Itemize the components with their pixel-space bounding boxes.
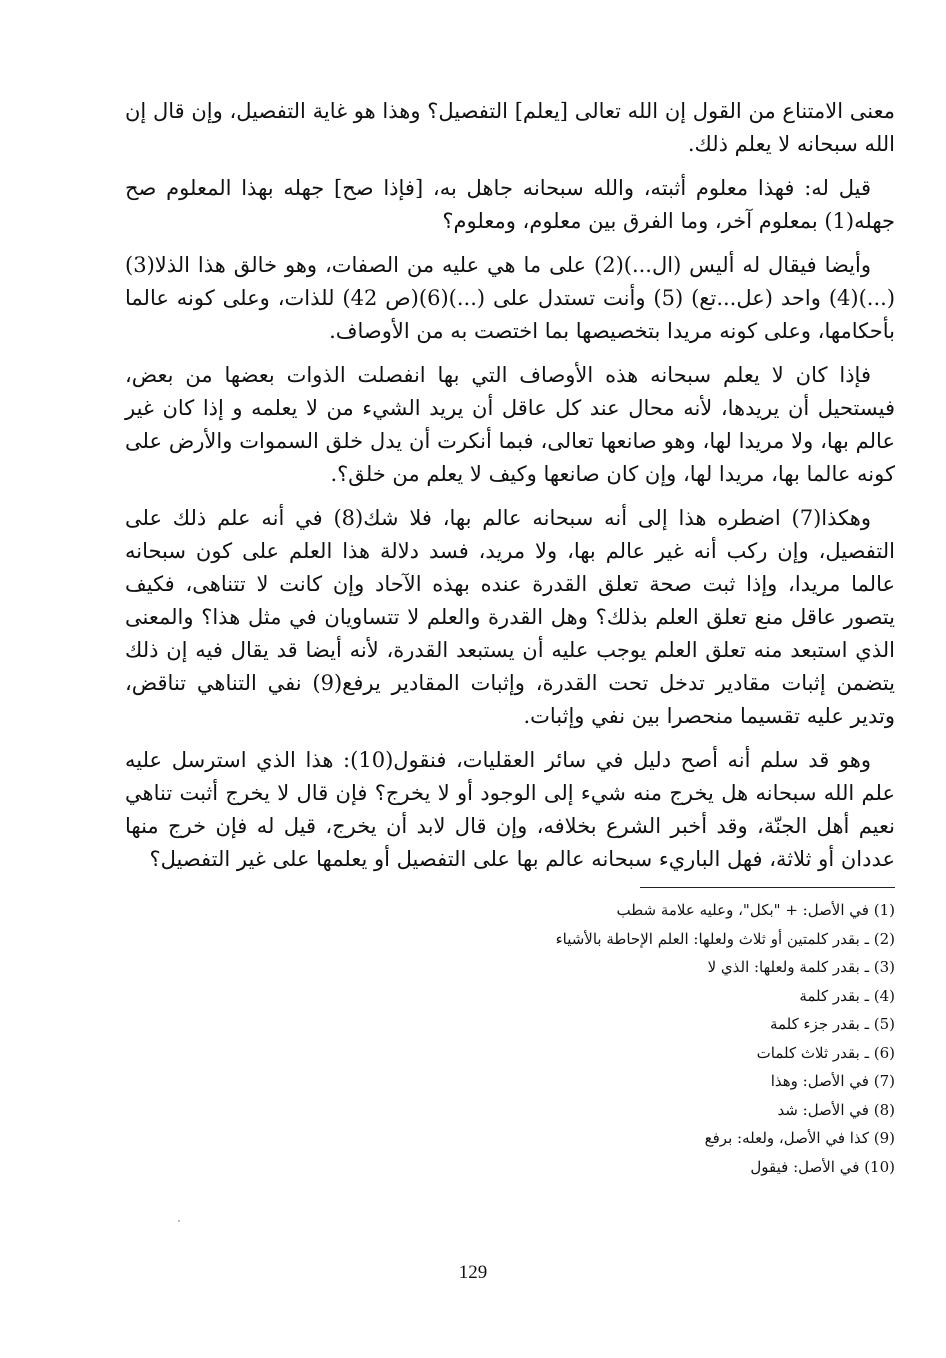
- footnote-8: (8) في الأصل: شد: [777, 1100, 895, 1119]
- footnote-2: (2) ـ بقدر كلمتين أو ثلاث ولعلها: العلم الإحاطة بالأشياء: [555, 929, 895, 948]
- page-body: [125, 95, 895, 1181]
- footnote-5: (5) ـ بقدر جزء كلمة: [769, 1015, 895, 1033]
- page-number: 129: [458, 1262, 488, 1283]
- footnote-10: (10) في الأصل: فيقول: [750, 1157, 895, 1176]
- paragraph-6: وهو قد سلم أنه أصح دليل في سائر العقليات، فنقول(10): هذا الذي استرسل عليه علم الله سبحانه هل يخرج منه شيء إلى الوجود أو لا يخرج؟ فإن قال لا يخرج أثبت تناهي نعيم أهل الجنّة، وقد أخبر الشرع بخلافه، وإن قال لابد أن يخرج، قيل له فإن خرج منها عددان أو ثلاثة، فهل الباريء سبحانه عالم بها على التفصيل أو يعلمها على غير التفصيل؟: [125, 748, 895, 871]
- paragraph-2: قيل له: فهذا معلوم أثبته، والله سبحانه جاهل به، [فإذا صح] جهله بهذا المعلوم صح جهله(1) بمعلوم آخر، وما الفرق بين معلوم، ومعلوم؟: [125, 176, 895, 233]
- paragraph-5: وهكذا(7) اضطره هذا إلى أنه سبحانه عالم بها، فلا شك(8) في أنه علم ذلك على التفصيل، وإن ركب أنه غير عالم بها، ولا مريد، فسد دلالة هذا العلم على كون سبحانه عالما مريدا، وإذا ثبت صحة تعلق القدرة عنده بهذه الآحاد وإن كانت لا تتناهى، فكيف يتصور عاقل منع تعلق العلم بذلك؟ وهل القدرة والعلم لا تتساويان في مثل هذا؟ والمعنى الذي استبعد منه تعلق العلم يوجب عليه أن يستبعد القدرة، لأنه أيضا قد يقال فيه إن ذلك يتضمن إثبات مقادير تدخل تحت القدرة، وإثبات المقادير يرفع(9) نفي التناهي تناقض، وتدير عليه تقسيما منحصرا بين نفي وإثبات.: [125, 506, 896, 728]
- footnote-6: (6) ـ بقدر ثلاث كلمات: [756, 1043, 895, 1062]
- footnote-3: (3) ـ بقدر كلمة ولعلها: الذي لا: [707, 958, 895, 976]
- footnote-4: (4) ـ بقدر كلمة: [799, 986, 895, 1005]
- paragraph-3: وأيضا فيقال له أليس (ال...)(2) على ما هي عليه من الصفات، وهو خالق هذا الذلا(3) (...)(4) واحد (عل...تع) (5) وأنت تستدل على (...)(6)(ص 42) للذات، وعلى كونه عالما بأحكامها، وعلى كونه مريدا بتخصيصها بما اختصت به من الأوصاف.: [125, 253, 896, 343]
- footnote-1: (1) في الأصل: + "بكل"، وعليه علامة شطب: [616, 901, 895, 919]
- footnote-separator: [640, 887, 895, 888]
- footnotes: [125, 896, 895, 1181]
- paragraph-4: فإذا كان لا يعلم سبحانه هذه الأوصاف التي بها انفصلت الذوات بعضها من بعض، فيستحيل أن يريدها، لأنه محال عند كل عاقل أن يريد الشيء من لا يعلمه و إذا كان غير عالم بها، ولا مريدا لها، وهو صانعها تعالى، فبما أنكرت أن يدل خلق السموات والأرض على كونه عالما بها، مريدا لها، وإن كان صانعها وكيف لا يعلم من خلق؟.: [125, 363, 895, 486]
- scan-speck: [178, 1220, 180, 1222]
- paragraph-1: معنى الامتناع من القول إن الله تعالى [يعلم] التفصيل؟ وهذا هو غاية التفصيل، وإن قال إن الله سبحانه لا يعلم ذلك.: [125, 99, 895, 156]
- footnote-9: (9) كذا في الأصل، ولعله: برفع: [704, 1129, 895, 1147]
- footnote-7: (7) في الأصل: وهذا: [770, 1072, 895, 1090]
